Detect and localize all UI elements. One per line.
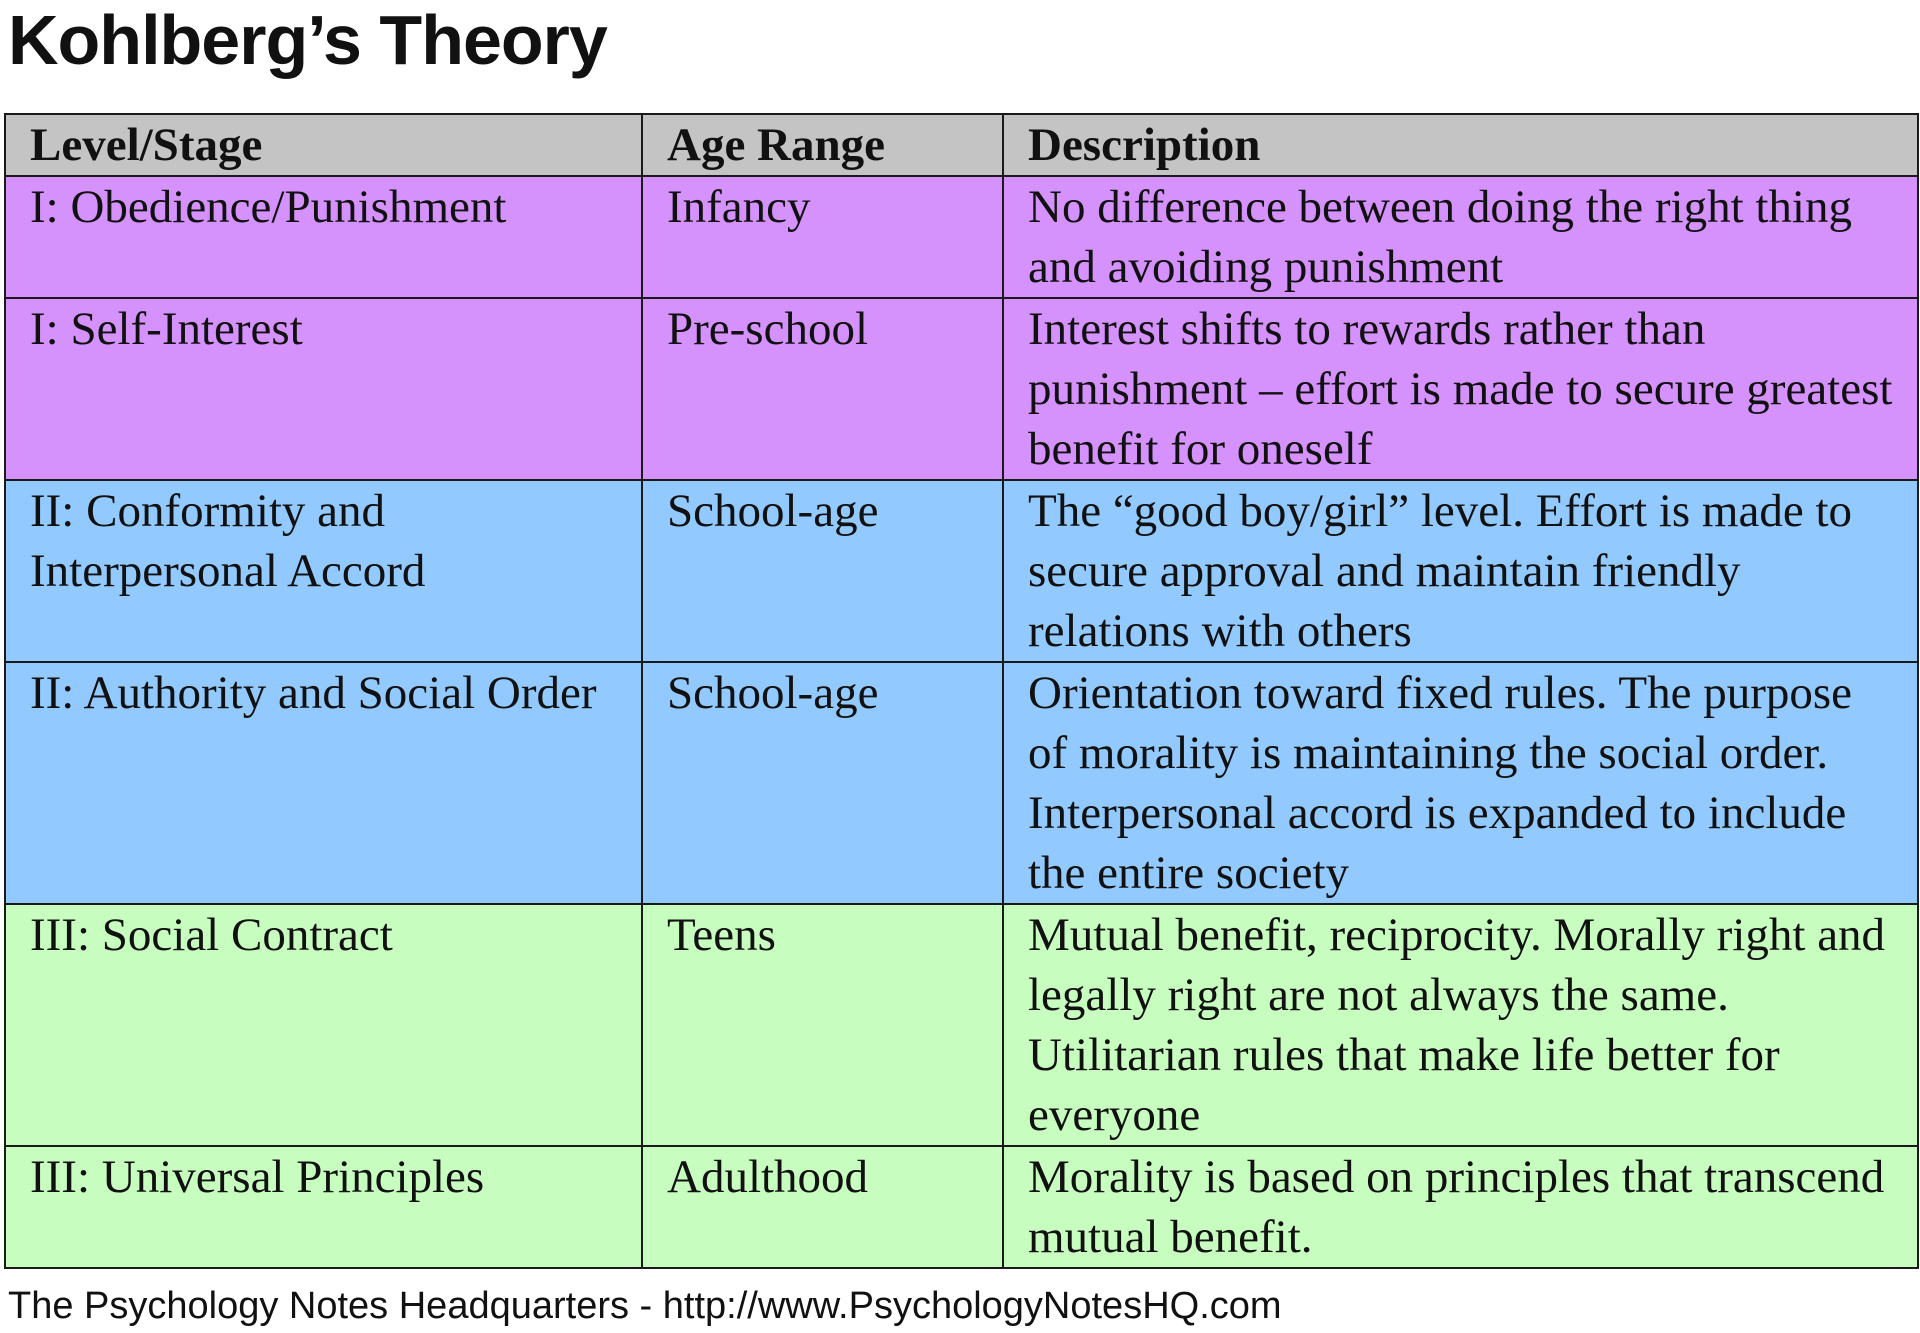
description-cell: The “good boy/girl” level. Effort is made to secure approval and maintain friendly relations with others <box>1003 480 1918 662</box>
column-header-age-range: Age Range <box>642 114 1003 176</box>
table-row <box>5 1146 1918 1268</box>
table-row <box>5 480 1918 662</box>
age-range-cell: School-age <box>642 480 1003 662</box>
stage-cell: III: Universal Principles <box>5 1146 642 1268</box>
description-cell: Interest shifts to rewards rather than punishment – effort is made to secure greatest benefit for oneself <box>1003 298 1918 480</box>
stage-cell: II: Conformity and Interpersonal Accord <box>5 480 642 662</box>
age-range-cell: Teens <box>642 904 1003 1146</box>
page-title: Kohlberg’s Theory <box>8 1 607 79</box>
stage-cell: II: Authority and Social Order <box>5 662 642 904</box>
stage-cell: I: Obedience/Punishment <box>5 176 642 298</box>
table-row <box>5 904 1918 1146</box>
age-range-cell: School-age <box>642 662 1003 904</box>
table-row <box>5 298 1918 480</box>
stage-cell: III: Social Contract <box>5 904 642 1146</box>
age-range-cell: Adulthood <box>642 1146 1003 1268</box>
age-range-cell: Pre-school <box>642 298 1003 480</box>
source-footer: The Psychology Notes Headquarters - http://www.PsychologyNotesHQ.com <box>8 1285 1282 1327</box>
column-header-level-stage: Level/Stage <box>5 114 642 176</box>
table-row <box>5 176 1918 298</box>
description-cell: Morality is based on principles that transcend mutual benefit. <box>1003 1146 1918 1268</box>
theory-table-container <box>4 113 1917 1263</box>
table-header-row <box>5 114 1918 176</box>
stage-cell: I: Self-Interest <box>5 298 642 480</box>
table-row <box>5 662 1918 904</box>
age-range-cell: Infancy <box>642 176 1003 298</box>
column-header-description: Description <box>1003 114 1918 176</box>
description-cell: No difference between doing the right thing and avoiding punishment <box>1003 176 1918 298</box>
description-cell: Orientation toward fixed rules. The purpose of morality is maintaining the social order. Interpersonal accord is expanded to include the entire society <box>1003 662 1918 904</box>
kohlberg-stages-table <box>4 113 1919 1269</box>
description-cell: Mutual benefit, reciprocity. Morally right and legally right are not always the same. Utilitarian rules that make life better for everyone <box>1003 904 1918 1146</box>
